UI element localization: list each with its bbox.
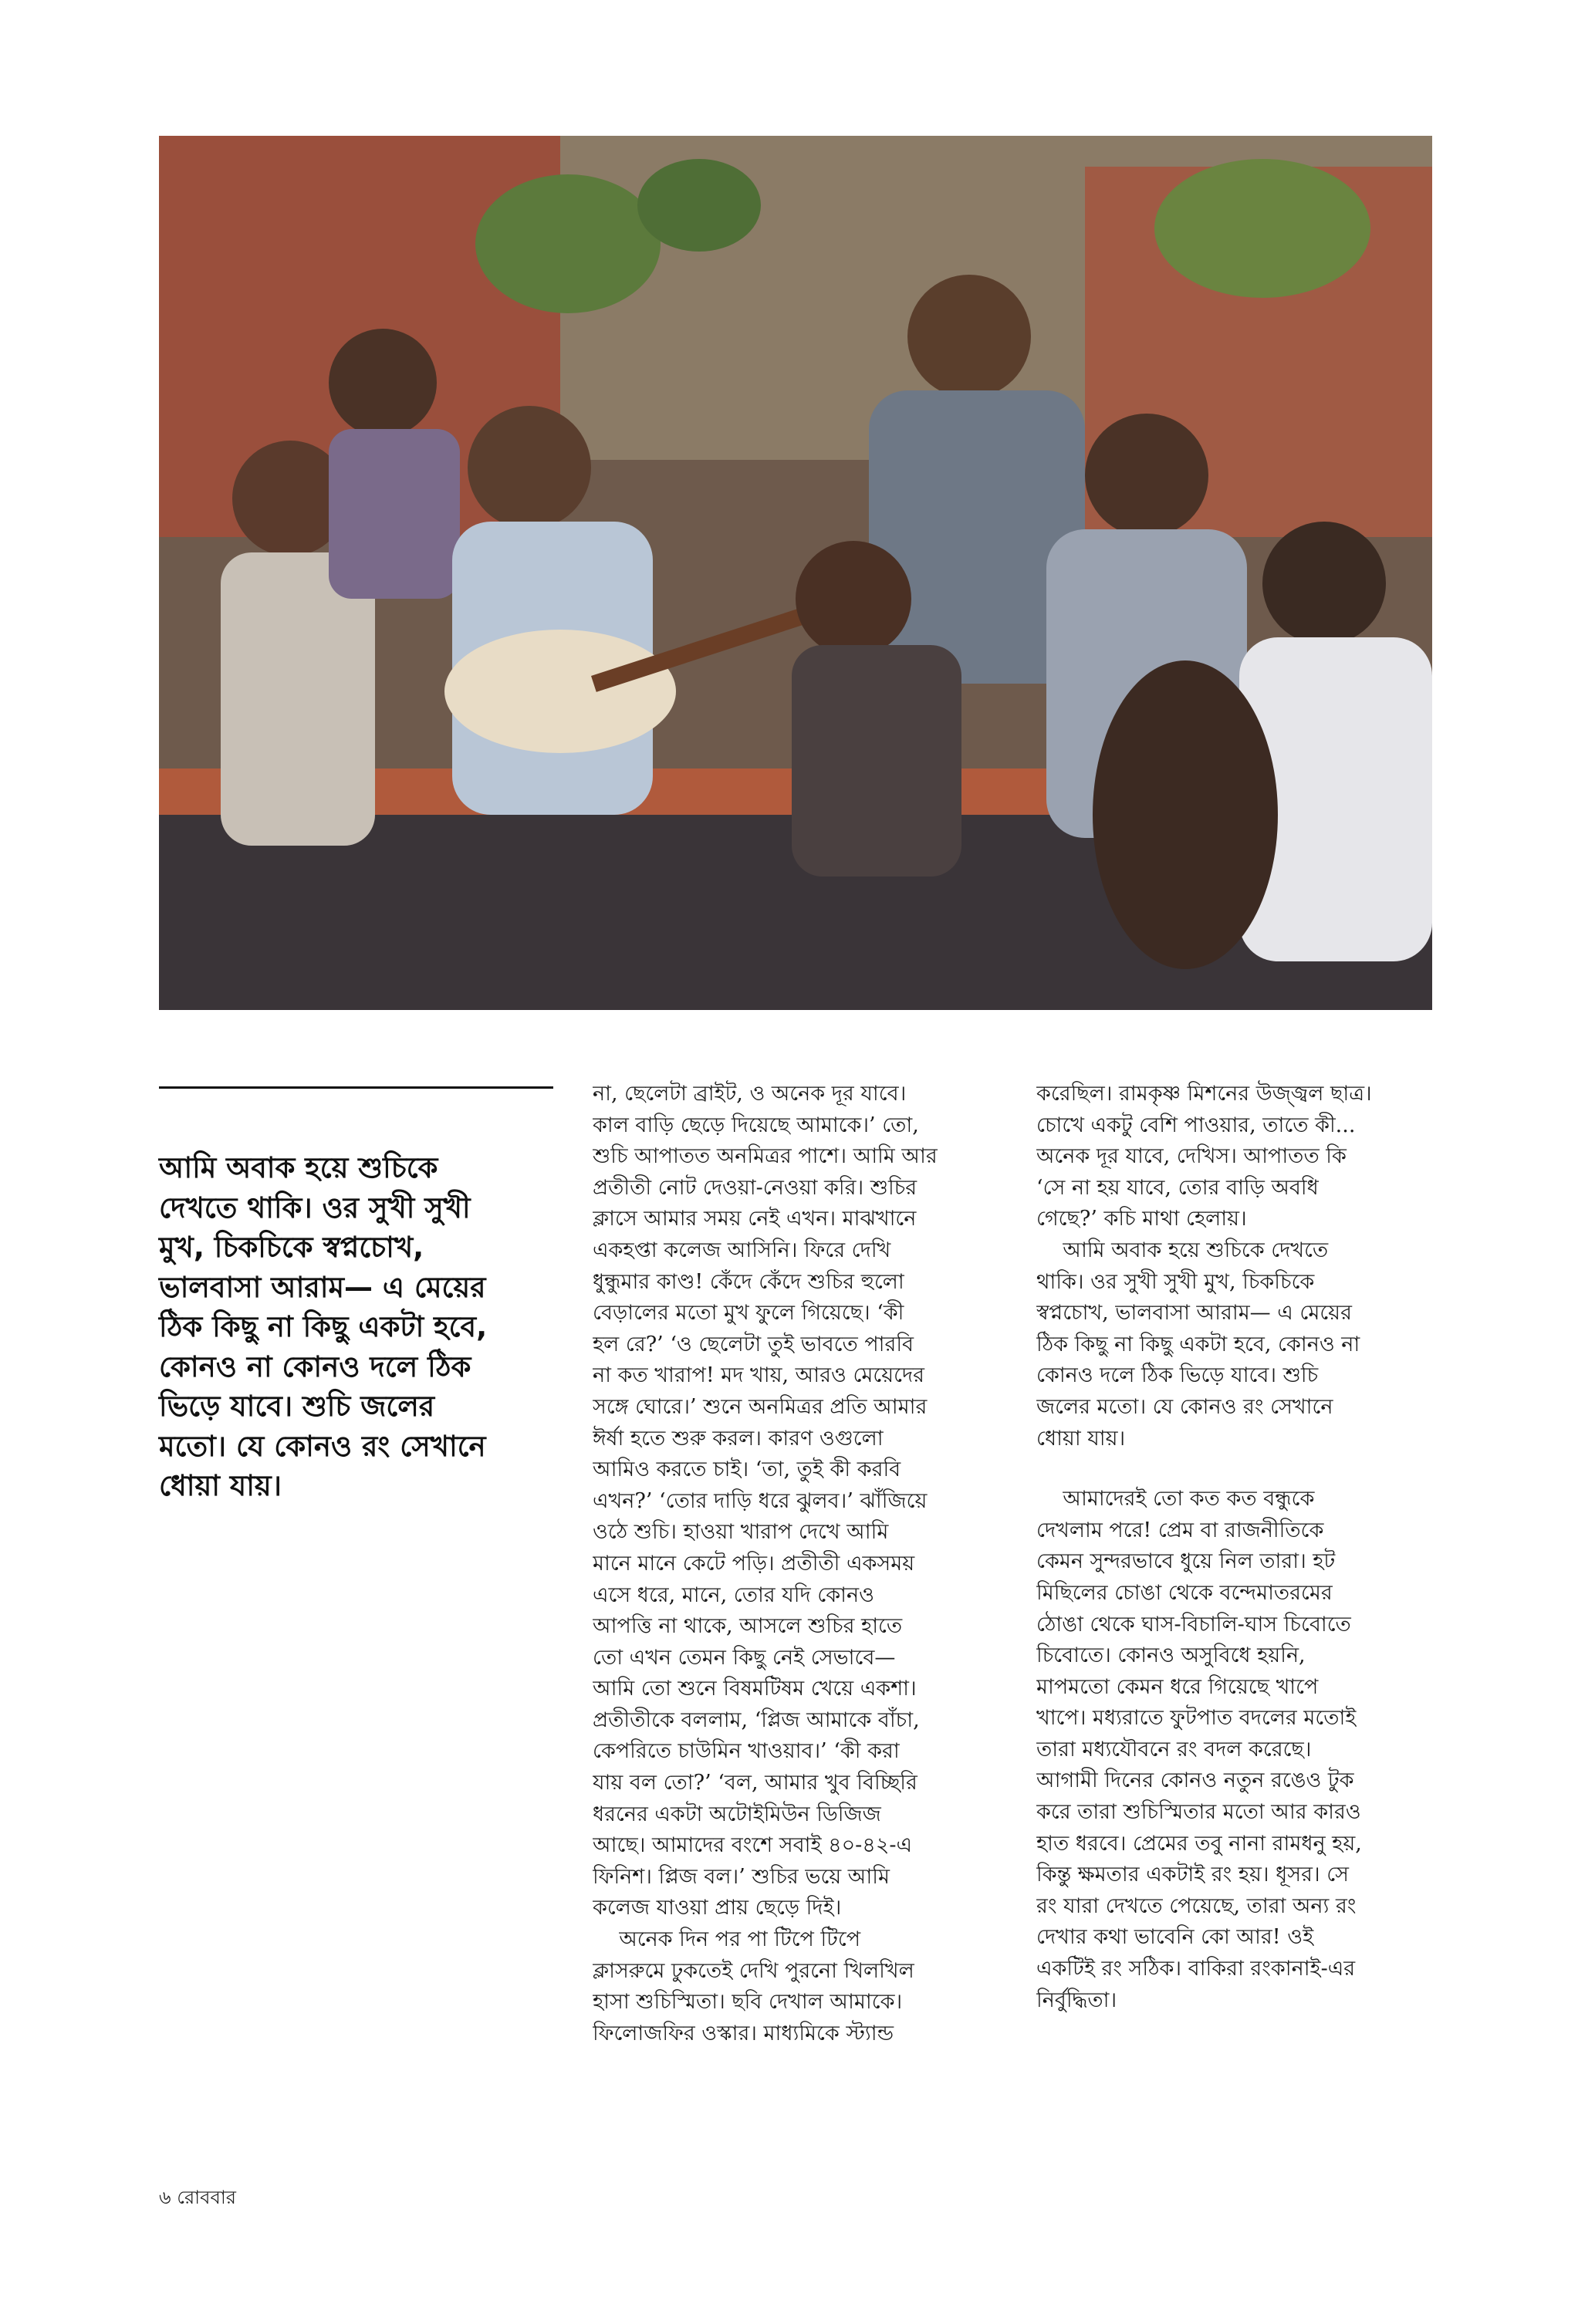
body-line: করে তারা শুচিস্মিতার মতো আর কারও [1036,1800,1361,1825]
body-line: তারা মধ্যযৌবনে রং বদল করেছে। [1036,1737,1312,1762]
page-folio: ৬ রোববার [159,2187,237,2208]
body-column-3 [1036,1079,1441,2016]
body-line: হাসা শুচিস্মিতা। ছবি দেখাল আমাকে। [593,1990,903,2015]
body-line: আমি তো শুনে বিষমটিষম খেয়ে একশা। [593,1677,917,1701]
body-line: দেখলাম পরে! প্রেম বা রাজনীতিকে [1036,1518,1324,1542]
body-line: আপত্তি না থাকে, আসলে শুচির হাতে [593,1614,903,1639]
body-line: ধোয়া যায়। [1036,1426,1126,1451]
body-line: ঈর্ষা হতে শুরু করল। কারণ ওগুলো [593,1426,884,1451]
body-line: অনেক দিন পর পা টিপে টিপে [593,1927,861,1952]
body-line: আগামী দিনের কোনও নতুন রঙেও টুক [1036,1768,1354,1793]
body-line: তো এখন তেমন কিছু নেই সেভাবে— [593,1645,896,1670]
article-photo [159,136,1432,1010]
pullquote-line: ভালবাসা আরাম— এ মেয়ের [159,1270,486,1304]
body-line: না, ছেলেটা ব্রাইট, ও অনেক দূর যাবে। [593,1082,907,1106]
body-column-2 [593,1079,998,2049]
pullquote-line: মতো। যে কোনও রং সেখানে [159,1429,486,1463]
body-line: মাপমতো কেমন ধরে গিয়েছে খাপে [1036,1674,1319,1699]
body-line: নির্বুদ্ধিতা। [1036,1988,1117,2012]
pull-quote [159,1148,560,1506]
pullquote-line: কোনও না কোনও দলে ঠিক [159,1349,471,1383]
body-line: না কত খারাপ! মদ খায়, আরও মেয়েদের [593,1363,925,1388]
pullquote-line: আমি অবাক হয়ে শুচিকে [159,1151,438,1184]
body-line: সঙ্গে ঘোরে।’ শুনে অনমিত্রর প্রতি আমার [593,1394,928,1419]
body-line: কাল বাড়ি ছেড়ে দিয়েছে আমাকে।’ তো, [593,1113,919,1137]
body-line: কেপরিতে চাউমিন খাওয়াব।’ ‘কী করা [593,1739,900,1764]
body-line: কেমন সুন্দরভাবে ধুয়ে নিল তারা। হট [1036,1549,1336,1574]
body-line: দেখার কথা ভাবেনি কো আর! ওই [1036,1925,1314,1950]
body-line: এসে ধরে, মানে, তোর যদি কোনও [593,1583,874,1607]
pullquote-line: দেখতে থাকি। ওর সুখী সুখী [159,1191,471,1224]
body-line: কিন্তু ক্ষমতার একটাই রং হয়। ধূসর। সে [1036,1863,1350,1887]
body-line: একটিই রং সঠিক। বাকিরা রংকানাই-এর [1036,1957,1356,1981]
body-line: ঠিক কিছু না কিছু একটা হবে, কোনও না [1036,1332,1360,1356]
body-line: ঠোঙা থেকে ঘাস-বিচালি-ঘাস চিবোতে [1036,1612,1351,1637]
body-line: ফিনিশ। প্লিজ বল।’ শুচির ভয়ে আমি [593,1864,890,1889]
body-line: ক্লাসে আমার সময় নেই এখন। মাঝখানে [593,1207,917,1231]
body-line: একহপ্তা কলেজ আসিনি। ফিরে দেখি [593,1238,891,1262]
body-line: হল রে?’ ‘ও ছেলেটা তুই ভাবতে পারবি [593,1332,914,1356]
pullquote-line: মুখ, চিকচিকে স্বপ্নচোখ, [159,1231,424,1264]
body-line: অনেক দূর যাবে, দেখিস। আপাতত কি [1036,1144,1347,1169]
body-line: খাপে। মধ্যরাতে ফুটপাত বদলের মতোই [1036,1706,1357,1731]
body-line: কোনও দলে ঠিক ভিড়ে যাবে। শুচি [1036,1363,1319,1388]
body-line: ওঠে শুচি। হাওয়া খারাপ দেখে আমি [593,1520,889,1545]
body-line: ধুন্ধুমার কাণ্ড! কেঁদে কেঁদে শুচির হুলো [593,1269,904,1294]
body-line: আমি অবাক হয়ে শুচিকে দেখতে [1036,1238,1329,1262]
body-line: থাকি। ওর সুখী সুখী মুখ, চিকচিকে [1036,1269,1315,1294]
body-line: ধরনের একটা অটোইমিউন ডিজিজ [593,1802,881,1826]
body-line: গেছে?’ কচি মাথা হেলায়। [1036,1207,1247,1231]
body-line: যায় বল তো?’ ‘বল, আমার খুব বিচ্ছিরি [593,1771,917,1795]
body-line: ক্লাসরুমে ঢুকতেই দেখি পুরনো খিলখিল [593,1958,914,1983]
body-line: মিছিলের চোঙা থেকে বন্দেমাতরমের [1036,1580,1333,1605]
body-line: জলের মতো। যে কোনও রং সেখানে [1036,1394,1333,1419]
body-line: স্বপ্নচোখ, ভালবাসা আরাম— এ মেয়ের [1036,1301,1352,1326]
body-line: হাত ধরবে। প্রেমের তবু নানা রামধনু হয়, [1036,1831,1362,1856]
body-line: বেড়ালের মতো মুখ ফুলে গিয়েছে। ‘কী [593,1301,904,1326]
pullquote-top-rule [159,1086,553,1089]
students-group-photo [159,136,1432,1010]
body-line: প্রতীতীকে বললাম, ‘প্লিজ আমাকে বাঁচা, [593,1708,920,1732]
body-line: চিবোতে। কোনও অসুবিধে হয়নি, [1036,1643,1306,1668]
body-line: ‘সে না হয় যাবে, তোর বাড়ি অবধি [1036,1175,1319,1200]
body-line: আমাদেরই তো কত কত বন্ধুকে [1036,1487,1315,1512]
body-line: রং যারা দেখতে পেয়েছে, তারা অন্য রং [1036,1893,1357,1918]
paragraph-gap [1036,1454,1441,1484]
body-line: মানে মানে কেটে পড়ি। প্রতীতী একসময় [593,1551,915,1576]
pullquote-line: ভিড়ে যাবে। শুচি জলের [159,1390,435,1423]
body-line: প্রতীতী নোট দেওয়া-নেওয়া করি। শুচির [593,1175,917,1200]
body-line: এখন?’ ‘তোর দাড়ি ধরে ঝুলব।’ ঝাঁজিয়ে [593,1488,928,1513]
body-line: আমিও করতে চাই। ‘তা, তুই কী করবি [593,1458,901,1482]
body-line: আছে। আমাদের বংশে সবাই ৪০-৪২-এ [593,1833,913,1858]
body-line: শুচি আপাতত অনমিত্রর পাশে। আমি আর [593,1144,938,1169]
body-line: চোখে একটু বেশি পাওয়ার, তাতে কী... [1036,1113,1356,1137]
body-line: ফিলোজফির ওস্কার। মাধ্যমিকে স্ট্যান্ড [593,2021,894,2045]
body-line: করেছিল। রামকৃষ্ণ মিশনের উজ্জ্বল ছাত্র। [1036,1082,1372,1106]
pullquote-line: ধোয়া যায়। [159,1469,282,1502]
pullquote-line: ঠিক কিছু না কিছু একটা হবে, [159,1310,488,1343]
body-line: কলেজ যাওয়া প্রায় ছেড়ে দিই। [593,1896,842,1920]
